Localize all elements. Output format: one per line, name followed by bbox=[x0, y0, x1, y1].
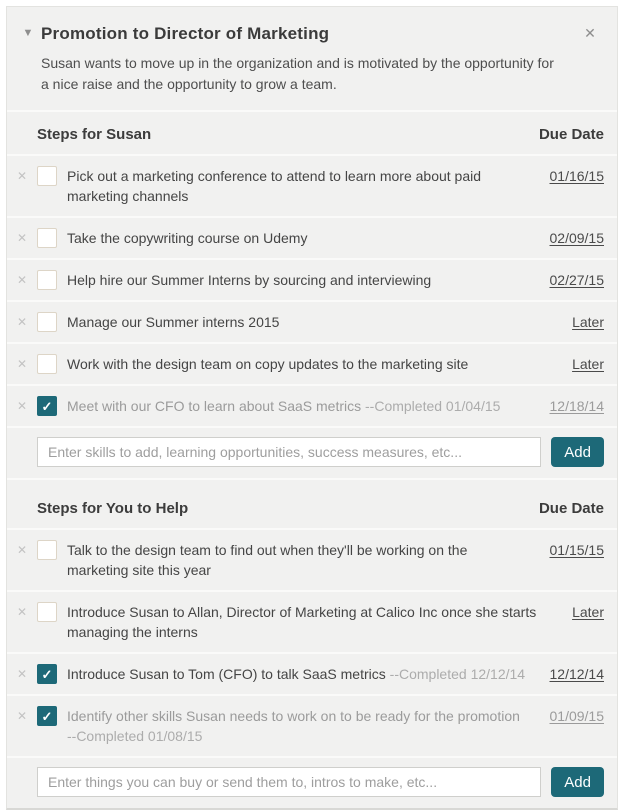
task-checkbox[interactable] bbox=[37, 166, 57, 186]
task-row-completed bbox=[7, 384, 617, 426]
task-row-completed bbox=[7, 652, 617, 694]
check-icon: ✓ bbox=[41, 708, 53, 724]
add-step-row bbox=[7, 426, 617, 478]
due-date-link[interactable]: Later bbox=[572, 604, 604, 620]
task-text: Work with the design team on copy updates to the marketing site bbox=[67, 356, 469, 372]
task-checkbox-checked[interactable] bbox=[37, 664, 57, 684]
goal-description: Susan wants to move up in the organization and is motivated by the opportunity for a nice raise and the opportunity to grow a team. bbox=[41, 55, 554, 92]
completed-note: --Completed 01/04/15 bbox=[365, 398, 501, 414]
task-text: Introduce Susan to Tom (CFO) to talk SaaS metrics --Completed 12/12/14 bbox=[67, 666, 526, 682]
due-date-link[interactable]: Later bbox=[572, 356, 604, 372]
due-date-link[interactable]: 02/27/15 bbox=[549, 272, 604, 288]
task-checkbox[interactable] bbox=[37, 270, 57, 290]
task-text: Take the copywriting course on Udemy bbox=[67, 230, 308, 246]
delete-task-icon[interactable]: ✕ bbox=[16, 357, 28, 371]
goal-title: Promotion to Director of Marketing bbox=[41, 24, 330, 43]
task-checkbox-checked[interactable] bbox=[37, 396, 57, 416]
due-date-link[interactable]: Later bbox=[572, 314, 604, 330]
task-row-completed bbox=[7, 694, 617, 756]
section-title: Steps for You to Help bbox=[37, 500, 189, 517]
task-row bbox=[7, 154, 617, 216]
delete-task-icon[interactable]: ✕ bbox=[16, 709, 28, 723]
due-date-link[interactable]: 02/09/15 bbox=[549, 230, 604, 246]
check-icon: ✓ bbox=[41, 666, 53, 682]
collapse-arrow-icon[interactable]: ▼ bbox=[22, 27, 34, 39]
task-text: Meet with our CFO to learn about SaaS metrics --Completed 01/04/15 bbox=[67, 398, 501, 414]
section-header bbox=[7, 478, 617, 528]
due-date-column-label: Due Date bbox=[538, 500, 604, 517]
task-row bbox=[7, 342, 617, 384]
task-text: Pick out a marketing conference to attend to learn more about paid marketing channels bbox=[67, 168, 482, 204]
task-text: Talk to the design team to find out when they'll be working on the marketing site this year bbox=[67, 542, 468, 578]
goal-header bbox=[7, 7, 617, 110]
delete-task-icon[interactable]: ✕ bbox=[16, 273, 28, 287]
due-date-link[interactable]: 12/12/14 bbox=[549, 666, 604, 682]
task-row bbox=[7, 590, 617, 652]
delete-task-icon[interactable]: ✕ bbox=[16, 315, 28, 329]
section-steps-for-susan bbox=[7, 110, 617, 478]
task-checkbox[interactable] bbox=[37, 312, 57, 332]
task-text: Introduce Susan to Allan, Director of Marketing at Calico Inc once she starts managing the interns bbox=[67, 604, 537, 640]
task-text: Identify other skills Susan needs to work on to be ready for the promotion --Completed 01/08/15 bbox=[67, 708, 520, 744]
delete-task-icon[interactable]: ✕ bbox=[16, 543, 28, 557]
delete-task-icon[interactable]: ✕ bbox=[16, 169, 28, 183]
goal-panel bbox=[6, 6, 618, 810]
add-help-button[interactable]: Add bbox=[551, 767, 604, 797]
section-header bbox=[7, 110, 617, 154]
section-steps-for-you-to-help bbox=[7, 478, 617, 808]
completed-note: --Completed 12/12/14 bbox=[389, 666, 526, 682]
task-row bbox=[7, 300, 617, 342]
task-checkbox-checked[interactable] bbox=[37, 706, 57, 726]
task-checkbox[interactable] bbox=[37, 228, 57, 248]
add-step-button[interactable]: Add bbox=[551, 437, 604, 467]
add-help-row bbox=[7, 756, 617, 808]
add-help-input[interactable] bbox=[37, 767, 541, 797]
task-checkbox[interactable] bbox=[37, 602, 57, 622]
delete-task-icon[interactable]: ✕ bbox=[16, 667, 28, 681]
task-row bbox=[7, 528, 617, 590]
task-text: Manage our Summer interns 2015 bbox=[67, 314, 280, 330]
delete-task-icon[interactable]: ✕ bbox=[16, 399, 28, 413]
due-date-link[interactable]: 12/18/14 bbox=[549, 398, 604, 414]
section-title: Steps for Susan bbox=[37, 126, 152, 143]
task-text: Help hire our Summer Interns by sourcing and interviewing bbox=[67, 272, 432, 288]
task-checkbox[interactable] bbox=[37, 540, 57, 560]
task-checkbox[interactable] bbox=[37, 354, 57, 374]
check-icon: ✓ bbox=[41, 398, 53, 414]
due-date-column-label: Due Date bbox=[538, 126, 604, 143]
add-step-input[interactable] bbox=[37, 437, 541, 467]
delete-task-icon[interactable]: ✕ bbox=[16, 231, 28, 245]
completed-note: --Completed 01/08/15 bbox=[67, 728, 203, 744]
task-row bbox=[7, 258, 617, 300]
due-date-link[interactable]: 01/09/15 bbox=[549, 708, 604, 724]
task-row bbox=[7, 216, 617, 258]
delete-task-icon[interactable]: ✕ bbox=[16, 605, 28, 619]
due-date-link[interactable]: 01/16/15 bbox=[549, 168, 604, 184]
due-date-link[interactable]: 01/15/15 bbox=[549, 542, 604, 558]
close-icon[interactable]: ✕ bbox=[584, 25, 596, 41]
